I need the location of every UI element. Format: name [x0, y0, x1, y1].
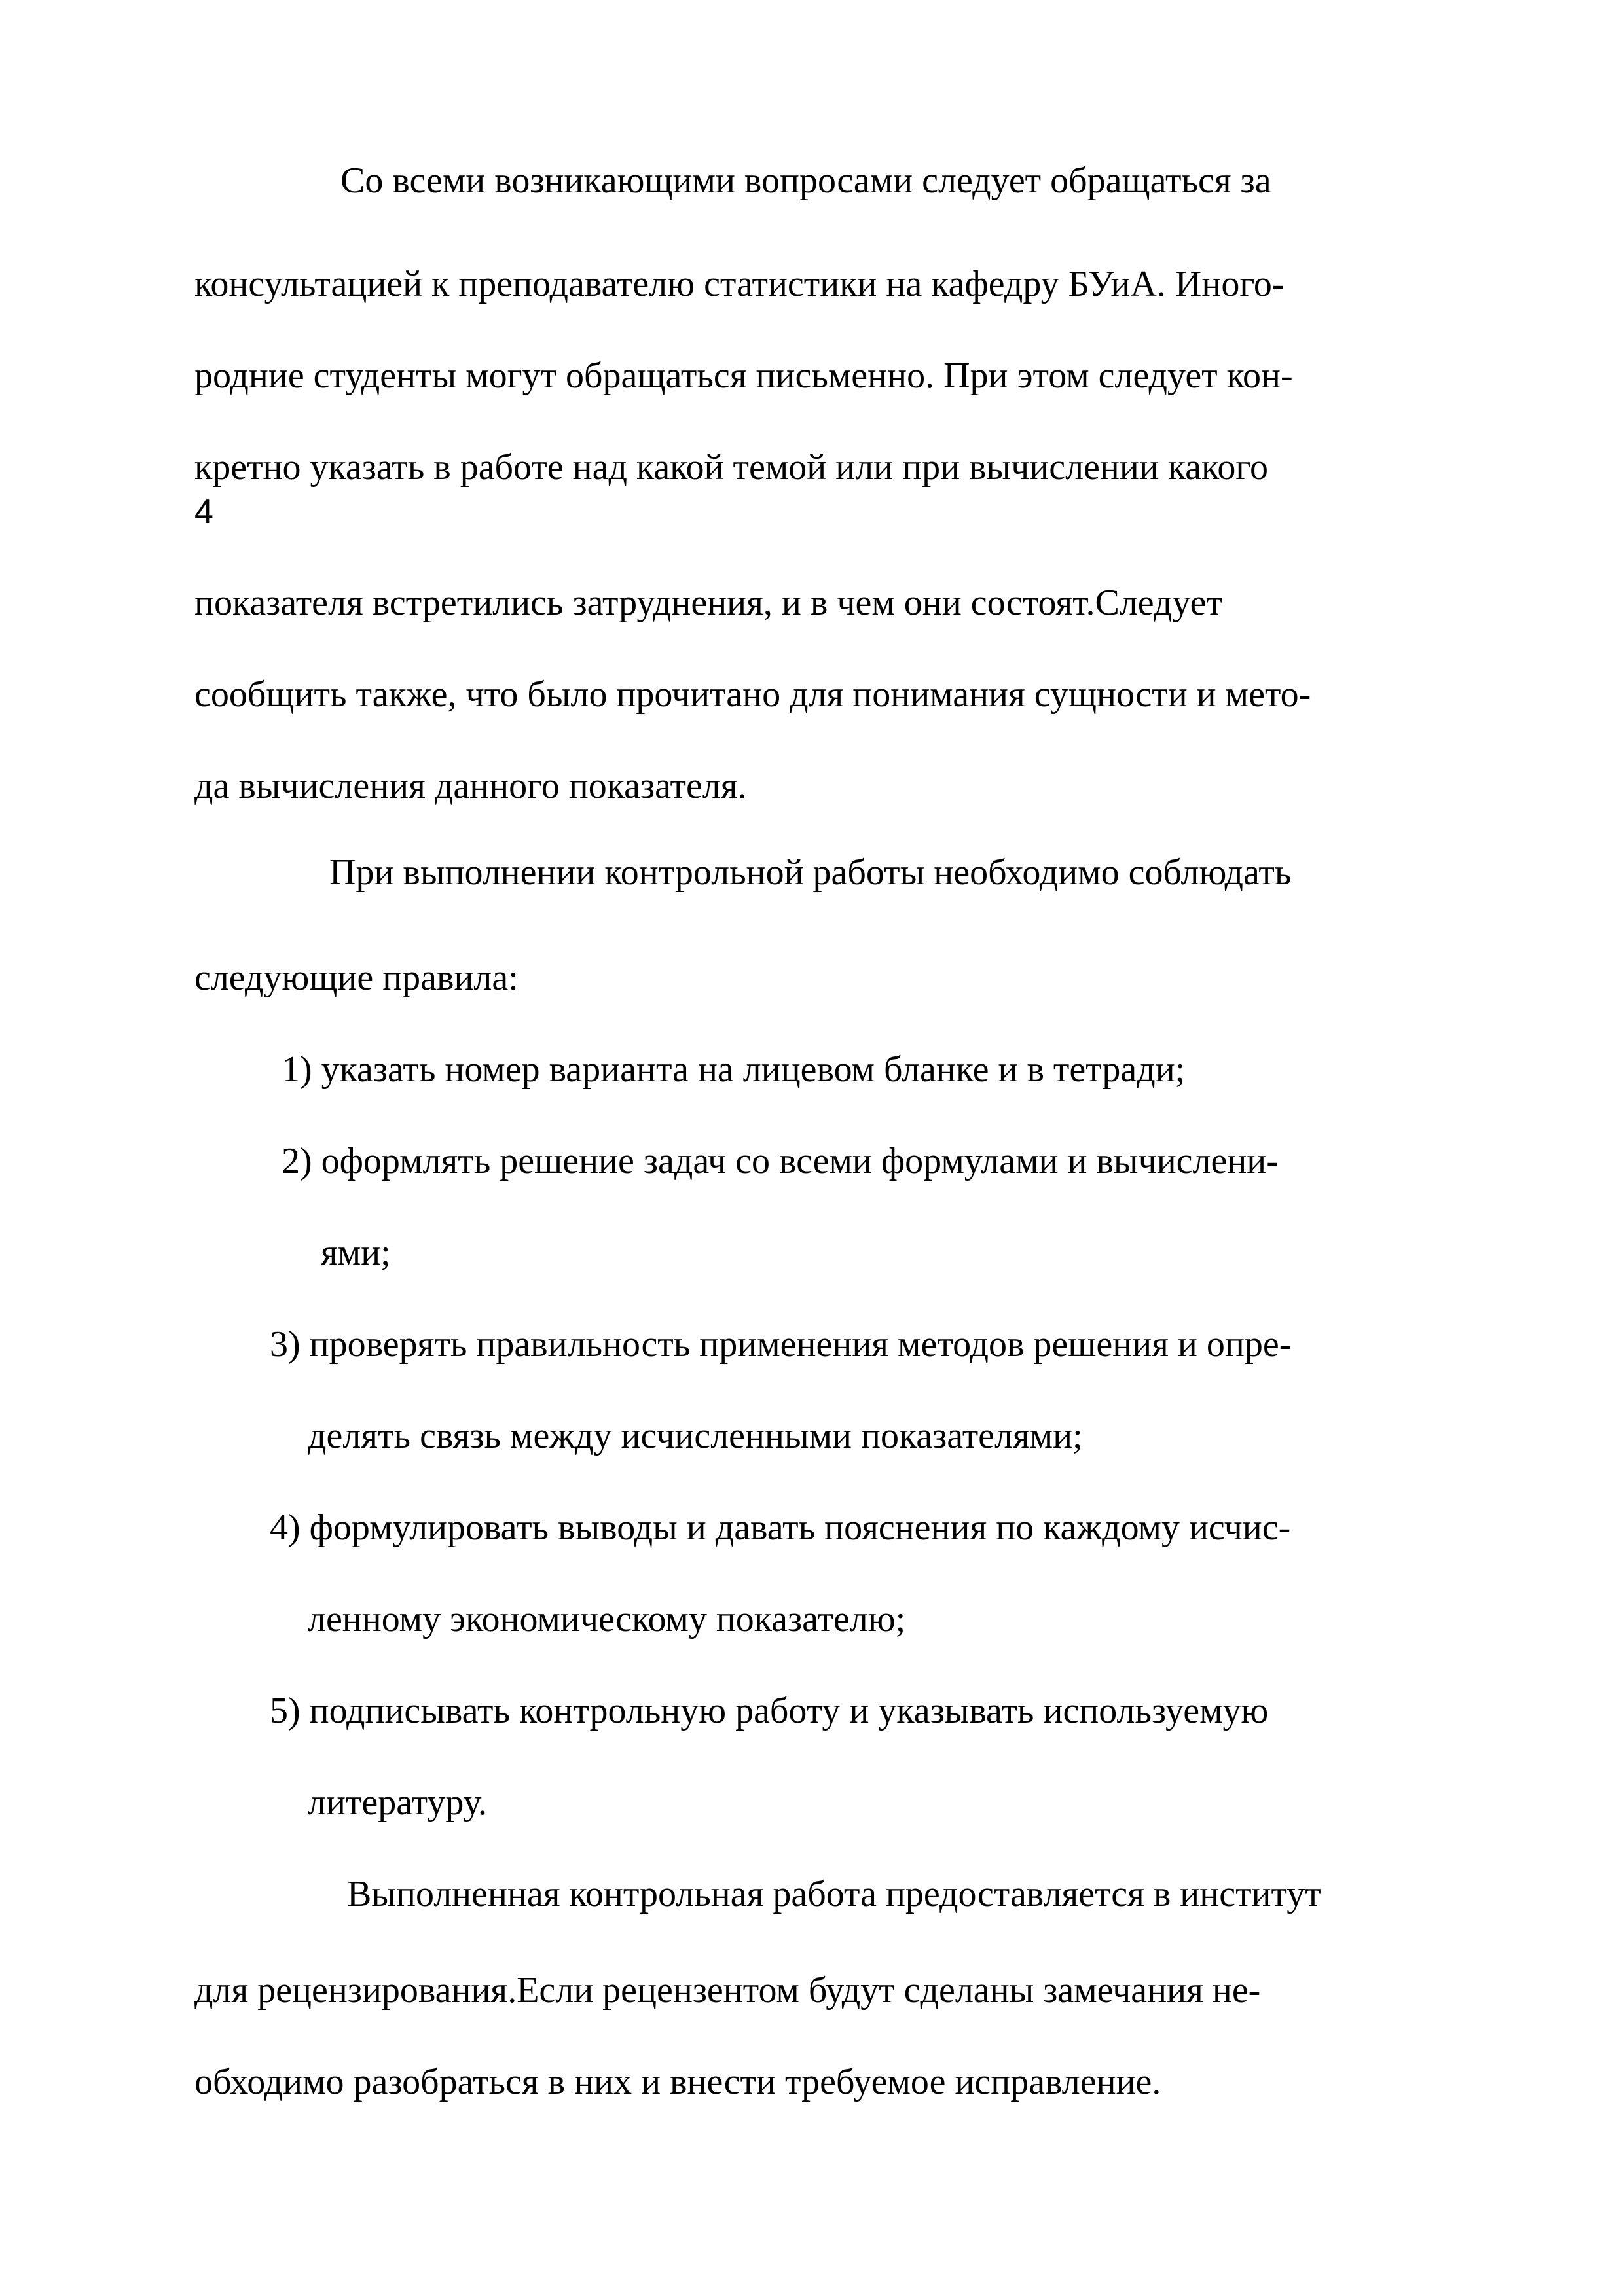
rule-1-line-1: 1) указать номер варианта на лицевом бланке и в тетради; [282, 1049, 1186, 1090]
paragraph-3-line-1: Выполненная контрольная работа предоставляется в институт [347, 1874, 1321, 1914]
paragraph-1-line-6: сообщить также, что было прочитано для понимания сущности и мето- [194, 674, 1311, 715]
paragraph-3-line-3: обходимо разобраться в них и внести требуемое исправление. [194, 2062, 1161, 2102]
rule-2-line-2: ями; [321, 1232, 391, 1273]
paragraph-3-line-2: для рецензирования.Если рецензентом будут сделаны замечания не- [194, 1970, 1261, 2011]
rule-3-line-1: 3) проверять правильность применения методов решения и опре- [270, 1324, 1292, 1365]
page-number: 4 [194, 493, 213, 531]
paragraph-1-line-5: показателя встретились затруднения, и в чем они состоят.Следует [194, 583, 1222, 623]
rule-4-line-1: 4) формулировать выводы и давать пояснения по каждому исчис- [270, 1507, 1291, 1548]
rule-5-line-1: 5) подписывать контрольную работу и указывать используемую [270, 1691, 1269, 1731]
paragraph-2-line-1: При выполнении контрольной работы необходимо соблюдать [329, 852, 1292, 893]
rule-3-line-2: делять связь между исчисленными показателями; [308, 1416, 1083, 1456]
rule-2-line-1: 2) оформлять решение задач со всеми формулами и вычислени- [282, 1141, 1279, 1181]
paragraph-1-line-1: Со всеми возникающими вопросами следует обращаться за [340, 160, 1271, 201]
paragraph-1-line-7: да вычисления данного показателя. [194, 766, 747, 806]
rule-5-line-2: литературу. [308, 1782, 488, 1823]
rule-4-line-2: ленному экономическому показателю; [308, 1599, 906, 1640]
paragraph-2-line-2: следующие правила: [194, 958, 519, 998]
paragraph-1-line-4: кретно указать в работе над какой темой или при вычислении какого [194, 447, 1268, 488]
paragraph-1-line-2: консультацией к преподавателю статистики на кафедру БУиА. Иного- [194, 264, 1285, 304]
paragraph-1-line-3: родние студенты могут обращаться письменно. При этом следует кон- [194, 355, 1293, 396]
